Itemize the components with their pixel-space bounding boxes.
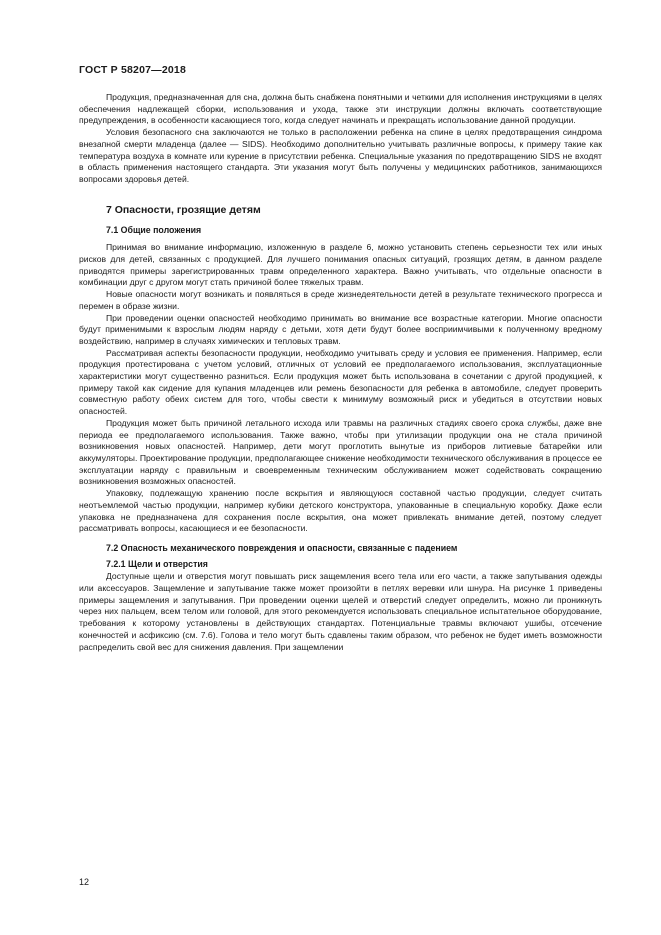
paragraph: Продукция может быть причиной летального исхода или травмы на различных стадиях своего срока службы, даже вне периода ее предполагаемого использования. Также важно, чтобы при утилизации продукции она не стала причиной возникновения новых опасностей. Например, дети могут проглотить вынутые из приборов литиевые батарейки или аккумуляторы. Проектирование продукции, предполагающее снижение необходимости технического обслуживания в процессе ее эксплуатации наряду с правильным и своевременным техническим обслуживанием может содействовать сокращению возникновения возможных опасностей. [79,417,602,487]
section-title: 7 Опасности, грозящие детям [106,203,261,216]
paragraph: При проведении оценки опасностей необходимо принимать во внимание все возрастные категории. Многие опасности будут применимыми к взрослым людям наряду с детьми, хотя дети будут более восприимчивыми к полученному вредному воздействию, например в случаях химических и тепловых травм. [79,312,602,346]
paragraph: Рассматривая аспекты безопасности продукции, необходимо учитывать среду и условия ее применения. Например, если продукция протестирована с учетом условий, отличных от условий ее предполагаемого использования, эксплуатационные характеристики могут существенно разниться. Если продукция может быть использована в сочетании с другой продукцией, к примеру такой как сидение для купания младенцев или ремень безопасности для ребенка в автомобиле, следует проверить совместную работу обеих систем для того, чтобы свести к минимуму возможный риск и убедиться в отсутствии новых опасностей. [79,347,602,417]
intro-paragraph: Продукция, предназначенная для сна, должна быть снабжена понятными и четкими для исполнения инструкциями в целях обеспечения надлежащей сборки, использования и ухода, также эти инструкции должны включать соответствующие предупреждения, в особенности касающиеся того, когда следует начинать и прекращать использование данной продукции. [79,92,602,126]
subsubsection-title: 7.2.1 Щели и отверстия [106,558,208,569]
paragraph: Новые опасности могут возникать и появляться в среде жизнедеятельности детей в результате технического прогресса и перемен в образе жизни. [79,289,602,311]
paragraph: Принимая во внимание информацию, изложенную в разделе 6, можно установить степень серьезности тех или иных рисков для детей, связанных с продукцией. Для лучшего понимания опасных ситуаций, грозящих детям, в данном разделе приводятся примеры зарегистрированных травм определенного характера. Важно учитывать, что отдельные опасности в комбинации друг с другом могут стать причиной более тяжелых травм. [79,242,602,288]
intro-paragraph: Условия безопасного сна заключаются не только в расположении ребенка на спине в целях предотвращения синдрома внезапной смерти младенца (далее — SIDS). Необходимо дополнительно учитывать различные вопросы, к примеру такие как температура воздуха в комнате или курение в присутствии ребенка. Специальные указания по предотвращению SIDS не входят в область применения настоящего стандарта. Эти указания могут быть получены у медицинских работников, занимающихся вопросами здоровья детей. [79,127,602,184]
document-body [79,92,602,653]
page-number: 12 [79,877,90,887]
subsection-title: 7.1 Общие положения [106,224,202,235]
paragraph: Упаковку, подлежащую хранению после вскрытия и являющуюся составной частью продукции, следует считать неотъемлемой частью продукции, например кубики детского конструктора, упакованные в специальную коробку. Даже если упаковка не предназначена для сохранения после вскрытия, она может привлекать внимание детей, поэтому следует рассматривать вопросы, касающиеся и ее безопасности. [79,488,602,534]
document-header: ГОСТ Р 58207—2018 [79,64,187,76]
subsection-title: 7.2 Опасность механического повреждения и опасности, связанные с падением [106,542,458,553]
paragraph: Доступные щели и отверстия могут повышать риск защемления всего тела или его части, а также запутывания одежды или аксессуаров. Защемление и запутывание также может произойти в петлях веревки или шнура. На рисунке 1 приведены примеры защемления и запутывания. При проведении оценки щелей и отверстий следует определить, можно ли проникнуть через них пальцем, всем телом или головой, для этого рекомендуется использовать специальное испытательное оборудование, требования к которому установлены в действующих стандартах. Потенциальные травмы включают ушибы, отсечение конечностей и асфиксию (см. 7.6). Голова и тело могут быть сдавлены таким образом, что ребенок не будет иметь возможности распределить свой вес для снижения давления. При защемлении [79,571,602,652]
